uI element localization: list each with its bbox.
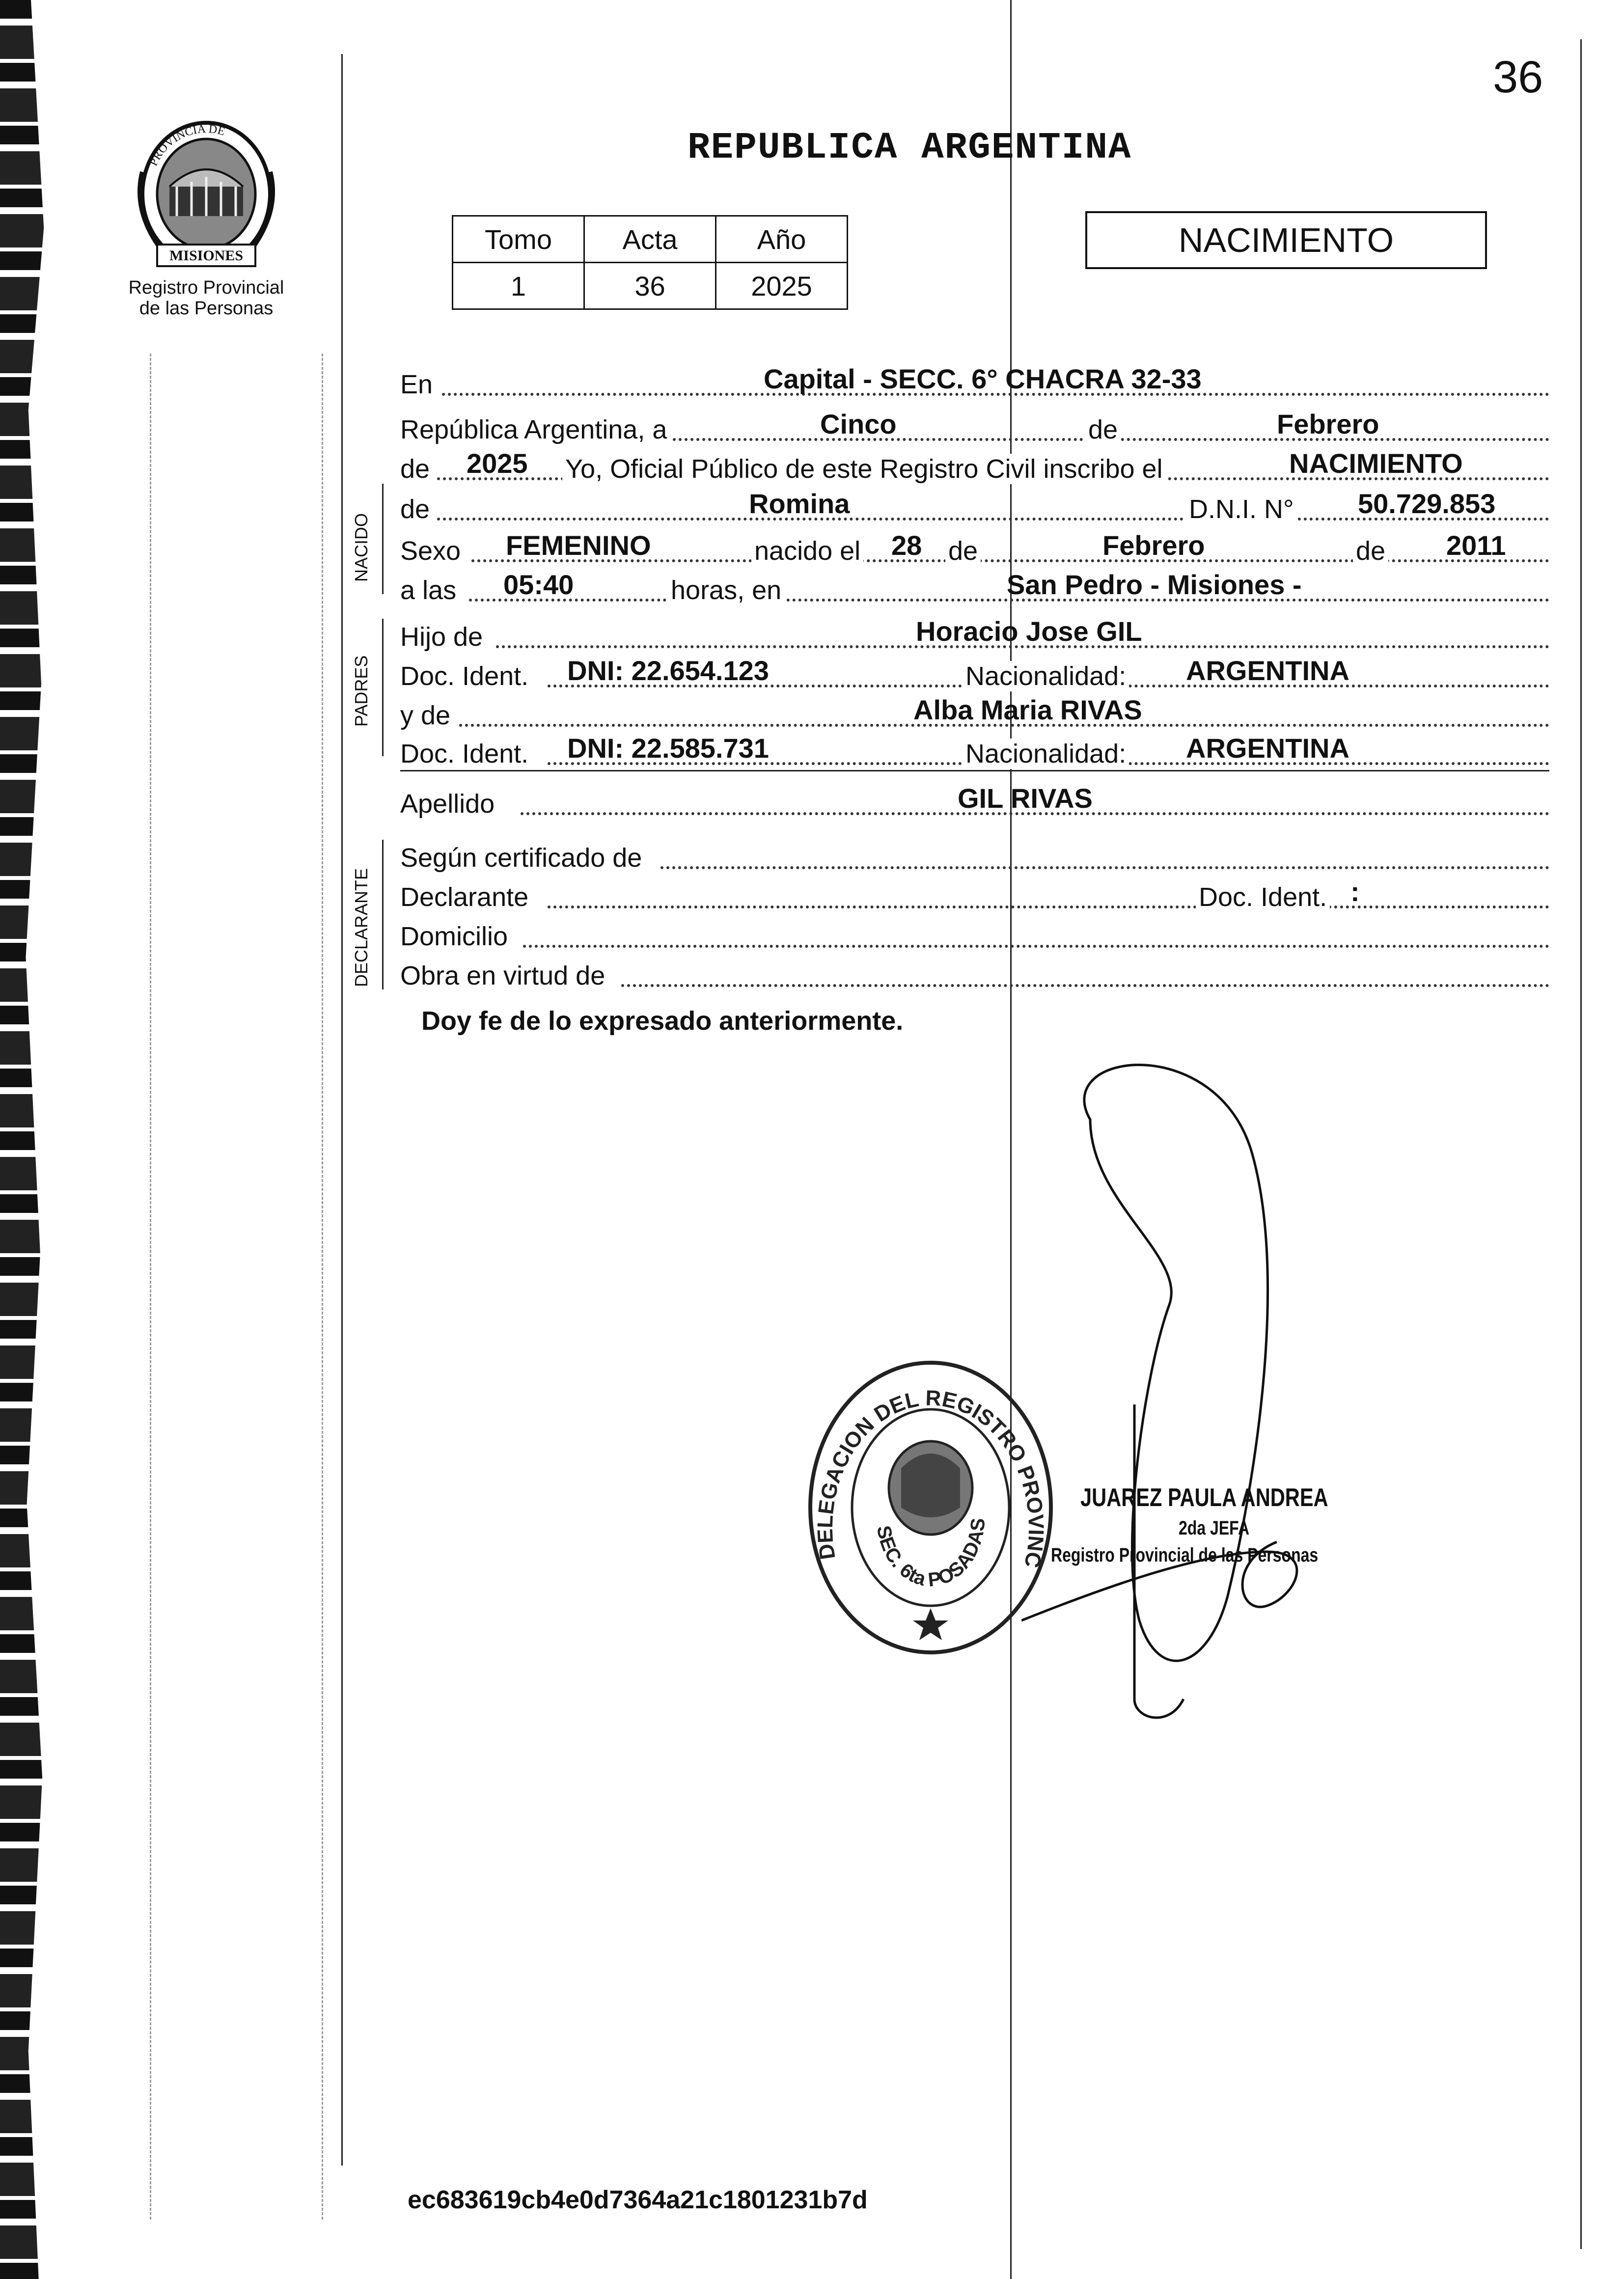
label-nacionalidad: Nacionalidad: — [963, 739, 1129, 769]
label-apellido: Apellido — [400, 789, 495, 819]
row-segun — [400, 840, 1559, 875]
section-bracket-padres — [382, 619, 384, 756]
row-obra — [400, 958, 1559, 993]
label-declarante: Declarante — [400, 882, 529, 912]
row-en — [400, 363, 1559, 402]
value-day: Cinco — [820, 409, 897, 439]
document-hash: ec683619cb4e0d7364a21c1801231b7d — [408, 2186, 868, 2214]
value-apellido: GIL RIVAS — [958, 783, 1093, 814]
label-hijo: Hijo de — [400, 622, 483, 652]
row-apellido — [400, 783, 1559, 821]
row-nacido-name — [400, 488, 1559, 526]
value-year: 2025 — [467, 448, 528, 479]
value-sexo: FEMENINO — [506, 530, 651, 561]
value-month: Febrero — [1277, 409, 1379, 439]
label-domicilio: Domicilio — [400, 922, 508, 951]
value-mother-doc: DNI: 22.585.731 — [567, 733, 769, 764]
label-nacionalidad: Nacionalidad: — [963, 661, 1129, 691]
value-mother-nat: ARGENTINA — [1186, 733, 1349, 764]
registry-value-tomo: 1 — [453, 263, 584, 309]
punch-dash-left — [150, 354, 153, 2220]
logo-caption-line1: Registro Provincial — [128, 277, 284, 298]
row-hijo — [400, 616, 1559, 654]
fold-line — [1010, 0, 1012, 2279]
row-domicilio — [400, 918, 1559, 954]
dotted-line — [661, 866, 1549, 869]
label-doc-ident: Doc. Ident. — [400, 739, 529, 769]
official-seal — [803, 1355, 1058, 1660]
label-en: En — [400, 370, 433, 399]
province-crest-logo — [123, 113, 290, 275]
value-birth-day: 28 — [891, 530, 922, 561]
value-inscribe: NACIMIENTO — [1289, 448, 1463, 479]
label-republica: República Argentina, a — [400, 415, 667, 444]
value-birth-month: Febrero — [1102, 530, 1205, 561]
section-label-nacido: NACIDO — [351, 513, 371, 582]
value-birth-year: 2011 — [1446, 530, 1506, 561]
registry-header-tomo: Tomo — [453, 216, 584, 263]
value-name: Romina — [749, 488, 850, 519]
margin-line — [341, 54, 343, 2166]
punch-dash-right — [322, 354, 325, 2220]
value-place: San Pedro - Misiones - — [1007, 569, 1302, 600]
section-label-padres: PADRES — [351, 655, 371, 727]
label-alas: a las — [400, 576, 457, 605]
label-doc-ident: Doc. Ident. — [400, 661, 529, 691]
row-sexo — [400, 530, 1559, 568]
value-father-doc: DNI: 22.654.123 — [567, 655, 769, 686]
label-year-prefix: de — [400, 454, 430, 484]
label-sexo: Sexo — [400, 536, 461, 566]
label-horas: horas, en — [668, 575, 784, 605]
handwritten-signature — [1021, 1031, 1365, 1729]
label-de: de — [945, 536, 981, 566]
value-declarante-doc: : — [1350, 876, 1360, 907]
label-de: de — [400, 494, 430, 524]
dotted-line — [548, 906, 1549, 908]
value-en: Capital - SECC. 6° CHACRA 32-33 — [764, 363, 1202, 394]
closing-statement: Doy fe de lo expresado anteriormente. — [421, 1006, 904, 1036]
label-dni: D.N.I. N° — [1186, 494, 1297, 524]
label-de: de — [1353, 536, 1388, 566]
label-doc-ident: Doc. Ident. — [1196, 882, 1330, 912]
registry-table — [452, 215, 848, 310]
row-year — [400, 448, 1559, 486]
value-father-nat: ARGENTINA — [1186, 655, 1349, 686]
label-yde: y de — [400, 701, 451, 730]
record-type-box: NACIMIENTO — [1085, 211, 1487, 269]
registry-value-acta: 36 — [584, 263, 716, 309]
svg-text:MISIONES: MISIONES — [169, 247, 244, 264]
signer-role: 2da JEFA — [1179, 1517, 1250, 1539]
section-bracket-declarante — [382, 840, 384, 989]
label-obra: Obra en virtud de — [400, 961, 606, 990]
label-nacido-el: nacido el — [751, 536, 863, 566]
dotted-line — [523, 945, 1549, 948]
value-dni: 50.729.853 — [1358, 488, 1496, 519]
signer-org: Registro Provincial de las Personas — [1051, 1544, 1319, 1566]
value-time: 05:40 — [503, 569, 574, 600]
row-father-doc — [400, 655, 1559, 693]
scan-edge-shadow — [0, 0, 52, 2279]
registry-header-ano: Año — [716, 216, 848, 263]
row-mother-doc — [400, 733, 1559, 771]
registry-header-acta: Acta — [584, 216, 716, 263]
value-father-name: Horacio Jose GIL — [916, 616, 1142, 647]
logo-caption-line2: de las Personas — [139, 298, 274, 319]
section-bracket-nacido — [382, 484, 384, 594]
signer-name: JUAREZ PAULA ANDREA — [1080, 1483, 1328, 1512]
registry-value-ano: 2025 — [716, 263, 848, 309]
row-declarante — [400, 876, 1559, 914]
row-republica — [400, 409, 1559, 447]
label-official: Yo, Oficial Público de este Registro Civil inscribo el — [562, 454, 1166, 484]
value-mother-name: Alba Maria RIVAS — [913, 694, 1142, 725]
section-label-declarante: DECLARANTE — [351, 868, 371, 987]
page-number: 36 — [1493, 52, 1543, 102]
row-yde — [400, 694, 1559, 733]
document-title: REPUBLICA ARGENTINA — [688, 127, 1132, 169]
padres-underline — [400, 770, 1549, 771]
seal-inner-text: SEC. 6ta POSADAS — [872, 1517, 990, 1591]
seal-outer-text: DELEGACION DEL REGISTRO PROVINC — [813, 1386, 1048, 1570]
dotted-line — [621, 984, 1549, 987]
label-segun: Según certificado de — [400, 843, 642, 873]
right-border-line — [1580, 39, 1582, 2249]
row-hora — [400, 569, 1559, 607]
label-de: de — [1085, 414, 1121, 445]
svg-text:PROVINCIA DE: PROVINCIA DE — [147, 122, 226, 168]
